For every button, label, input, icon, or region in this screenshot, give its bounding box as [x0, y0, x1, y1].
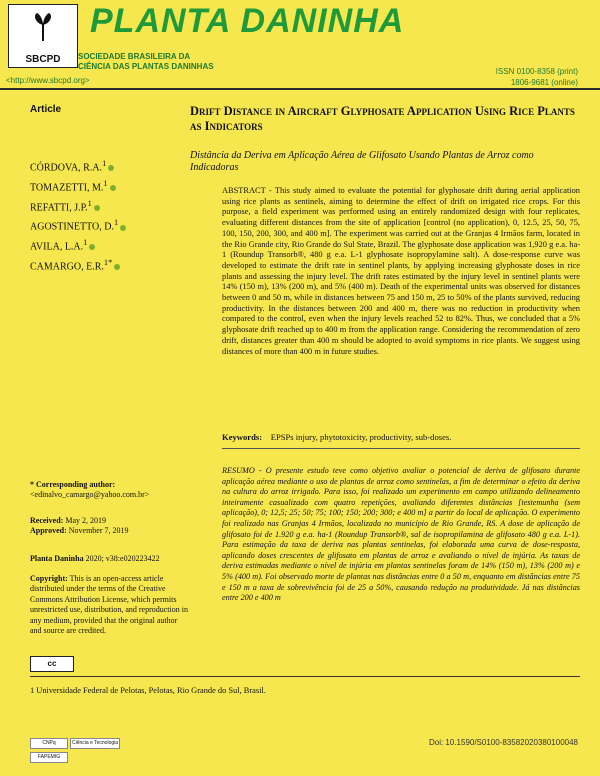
author-item: CAMARGO, E.R.$^{1*}$	[30, 255, 126, 275]
journal-url[interactable]: <http://www.sbcpd.org>	[6, 76, 90, 85]
cc-license-icon[interactable]: cc	[30, 656, 74, 672]
cnpq-logo: CNPq	[30, 738, 68, 749]
journal-reference: Planta Daninha 2020; v38:e020223422	[30, 554, 160, 563]
ciencia-logo: Ciência e Tecnologia	[70, 738, 120, 749]
orcid-icon[interactable]	[110, 185, 116, 191]
issn-print: ISSN 0100-8358 (print)	[495, 67, 578, 76]
journal-name: PLANTA DANINHA	[90, 2, 405, 40]
plant-icon	[31, 11, 55, 41]
article-title: Drift Distance in Aircraft Glyphosate Application Using Rice Plants as Indicators	[190, 104, 575, 133]
corresponding-label: * Corresponding author:	[30, 480, 116, 489]
dates-block: Received: May 2, 2019 Approved: November 7, 2019	[30, 516, 129, 535]
society-line-2: CIÊNCIA DAS PLANTAS DANINHAS	[78, 62, 214, 71]
corresponding-email[interactable]: <edinalvo_camargo@yahoo.com.br>	[30, 490, 150, 499]
article-label: Article	[30, 104, 62, 115]
orcid-icon[interactable]	[89, 244, 95, 250]
fapemig-logo: FAPEMIG	[30, 752, 68, 763]
doi[interactable]: Doi: 10.1590/S0100-83582020380100048	[428, 738, 578, 747]
author-item: AVILA, L.A.$^1$	[30, 235, 126, 255]
keywords	[222, 432, 580, 442]
article-subtitle: Distância da Deriva em Aplicação Aérea de Glifosato Usando Plantas de Arroz como Indicadoras	[190, 150, 534, 173]
society-name	[78, 52, 214, 72]
keywords-text: EPSPs injury, phytotoxicity, productivity, sub-doses.	[270, 432, 452, 442]
copyright-notice: Copyright: This is an open-access article distributed under the terms of the Creative Commons Attribution License, which permits unrestricted use, distribution, and reproduction in any medium, provided that the original author and source are credited.	[30, 574, 188, 636]
society-line-1: SOCIEDADE BRASILEIRA DA	[78, 52, 191, 61]
footer-rule	[30, 676, 580, 677]
header-rule	[0, 88, 600, 90]
keywords-label: Keywords:	[222, 432, 263, 442]
approved-date: November 7, 2019	[68, 526, 129, 535]
received-date: May 2, 2019	[65, 516, 106, 525]
author-list	[30, 156, 126, 275]
orcid-icon[interactable]	[108, 165, 114, 171]
resumo-text: RESUMO - O presente estudo teve como objetivo avaliar o potencial de deriva de glifosato durante aplicação aérea mediante o uso de plantas de arroz como sentinelas, a fim de determinar o efeito da deriva na cultura do arroz irrigado. Para isso, foi realizado um experimento em campo utilizando delineamento inteiramente casualizado com quatro repetições, avaliando diferentes distâncias [testemunha (sem aplicação), 0; 12,5; 25; 50; 75; 100; 150; 200; 300; e 400 m] a partir do local de aplicação. O experimento foi realizado nas Granjas 4 Irmãos, localizada no município de Rio Grande, RS. A dose de aplicação de glifosato foi de 1.920 g e.a. ha-1 (Roundup Transorb®, sal de isopropilamina de glifosato 480 g e.a. L-1). Para estimação da taxa de deriva nas plantas sentinelas, foi elaborada uma curva de dose-resposta, aplicando doses crescentes de glifosato em plantas de arroz e avaliando o nível de injúria. As taxas de deriva estimadas mediante o nível de injúria em plantas sentinelas foram de 14% (150 m), 13% (200 m) e 5% (400 m). Foi observado morte de plantas nas distâncias entre 0 a 50 m, enquanto em distâncias entre 75 e 150 m a taxa de sobrevivência foi de 25 a 50%, causando redução na produtividade. Já nas distâncias entre 200 e 400 m	[222, 466, 580, 603]
sbcpd-logo	[8, 4, 78, 68]
orcid-icon[interactable]	[94, 205, 100, 211]
abstract-text: ABSTRACT - This study aimed to evaluate the potential for glyphosate drift during aerial application using rice plants as sentinels, aiming to determine the effect of drift on irrigated rice crops. For this purpose, a field experiment was performed using an entirely randomized design with four replicates, evaluating different distances from the site of application [control (no application), 0, 12.5, 25, 50, 75, 100, 150, 200, 300, and 400 m]. The experiment was carried out at the Granjas 4 Irmãos farm, located in the Rio Grande city, Rio Grande do Sul State, Brazil. The glyphosate dose application was 1,920 g e.a. ha-1 (Roundup Transorb®, 480 g e.a. L-1 glyphosate isopropylamine salt). A dose-response curve was developed to estimate the drift rate in sentinel plants, by applying increasing glyphosate doses in rice plants and assessing the injury level. The drift rates estimated by the injury level in sentinel plants were 14% (150 m), 13% (200 m), and 5% (400 m). Death of the experimental units was observed for distances between 0 and 50 m, while in distances between 75 and 150 m, 25 to 50% of the plants survived, reducing productivity. In the distances between 200 and 400 m, there was no reduction in productivity when compared to the control, even when the injury levels reached 52 to 82%. Thus, we concluded that a 5% glyphosate drift reached up to 400 m from the application range. Considering the recommendation of zero drift, distances greater than 400 m should be adopted to avoid symptoms in rice plants. We suggest using distances of more than 400 m in future studies.	[222, 186, 580, 356]
corresponding-author	[30, 480, 190, 500]
logo-acronym: SBCPD	[25, 54, 61, 65]
affiliation: 1 Universidade Federal de Pelotas, Pelotas, Rio Grande do Sul, Brasil.	[30, 686, 266, 695]
issn-online: 1806-9681 (online)	[510, 78, 578, 87]
orcid-icon[interactable]	[114, 264, 120, 270]
author-item: TOMAZETTI, M.$^1$	[30, 176, 126, 196]
sponsor-logos	[30, 738, 160, 768]
orcid-icon[interactable]	[120, 225, 126, 231]
author-item: AGOSTINETTO, D.$^1$	[30, 215, 126, 235]
author-item: CÓRDOVA, R.A.$^1$	[30, 156, 126, 176]
issn-block	[496, 66, 578, 88]
author-item: REFATTI, J.P.$^1$	[30, 196, 126, 216]
section-divider	[222, 448, 580, 449]
journal-header	[0, 0, 600, 88]
